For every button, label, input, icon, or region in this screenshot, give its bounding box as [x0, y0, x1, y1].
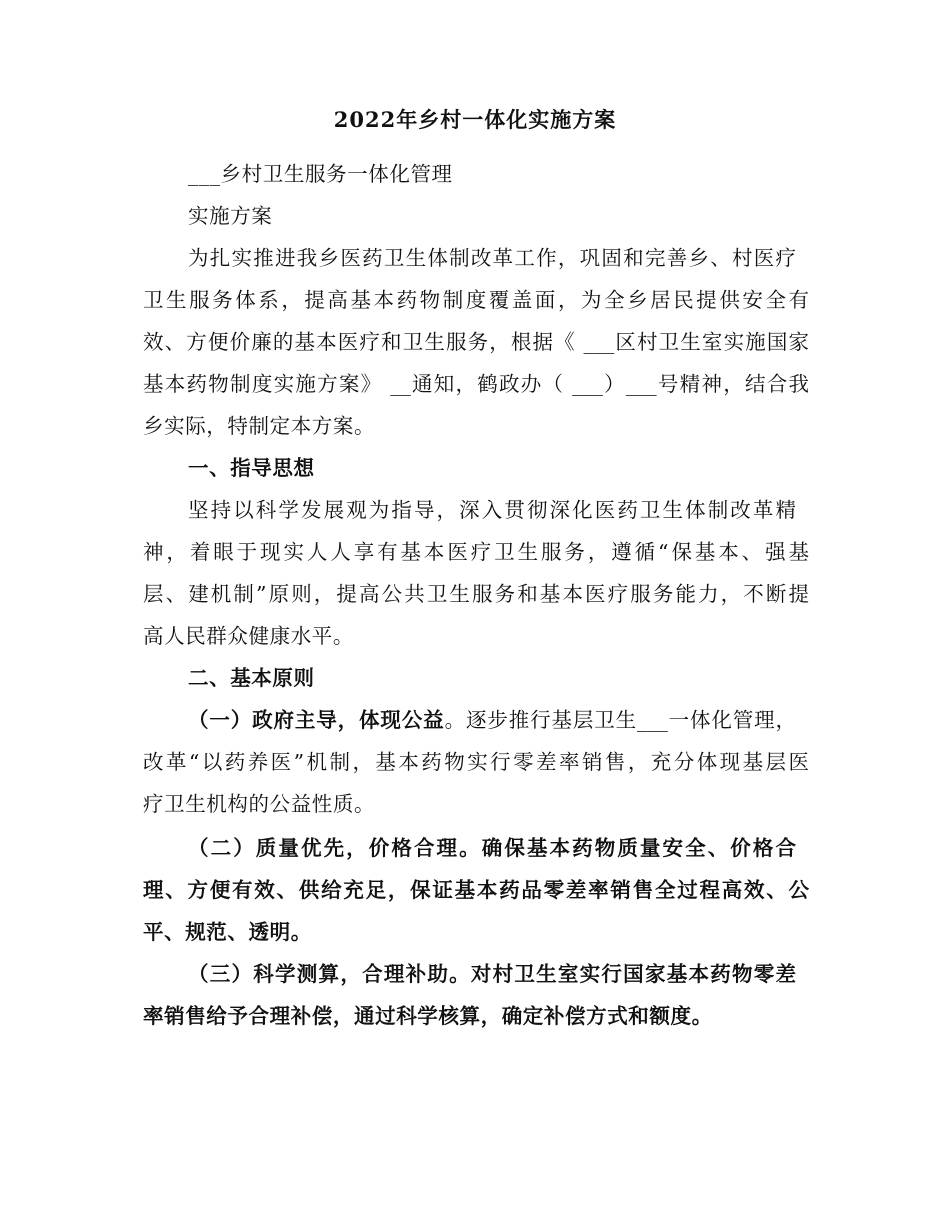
subtitle-line-2: 实施方案	[188, 204, 273, 228]
subtitle-line-1: ___乡村卫生服务一体化管理	[188, 162, 453, 186]
principle2-line: 理、方便有效、供给充足，保证基本药品零差率销售全过程高效、公	[143, 878, 809, 902]
intro-line: 基本药物制度实施方案》 __通知，鹤政办（ ___）___号精神，结合我	[143, 372, 809, 396]
principle1-rest: 。逐步推行基层卫生___一体化管理，	[444, 708, 797, 732]
principle1-line: 改革“以药养医”机制，基本药物实行零差率销售，充分体现基层医	[143, 750, 809, 774]
principle1-line: 疗卫生机构的公益性质。	[143, 792, 376, 816]
principle3-line: 率销售给予合理补偿，通过科学核算，确定补偿方式和额度。	[143, 1004, 713, 1028]
section-heading-basic-principles: 二、基本原则	[188, 666, 315, 690]
document-title: 2022年乡村一体化实施方案	[333, 107, 617, 132]
section1-line: 层、建机制”原则，提高公共卫生服务和基本医疗服务能力，不断提	[143, 582, 809, 606]
intro-line: 乡实际，特制定本方案。	[143, 414, 376, 438]
principle1-line-1	[188, 701, 796, 739]
intro-line: 为扎实推进我乡医药卫生体制改革工作，巩固和完善乡、村医疗	[188, 246, 796, 270]
intro-line: 卫生服务体系，提高基本药物制度覆盖面，为全乡居民提供安全有	[143, 288, 809, 312]
principle3-line: （三）科学测算，合理补助。对村卫生室实行国家基本药物零差	[188, 962, 796, 986]
principle2-line: 平、规范、透明。	[143, 920, 312, 944]
intro-line: 效、方便价廉的基本医疗和卫生服务，根据《 ___区村卫生室实施国家	[143, 330, 809, 354]
principle1-lead: （一）政府主导，体现公益	[188, 708, 445, 732]
section1-line: 神，着眼于现实人人享有基本医疗卫生服务，遵循“保基本、强基	[143, 540, 809, 564]
section1-line: 坚持以科学发展观为指导，深入贯彻深化医药卫生体制改革精	[188, 498, 796, 522]
section1-line: 高人民群众健康水平。	[143, 624, 354, 648]
section-heading-guiding-ideology: 一、指导思想	[188, 456, 315, 480]
principle2-line: （二）质量优先，价格合理。确保基本药物质量安全、价格合	[188, 836, 796, 860]
